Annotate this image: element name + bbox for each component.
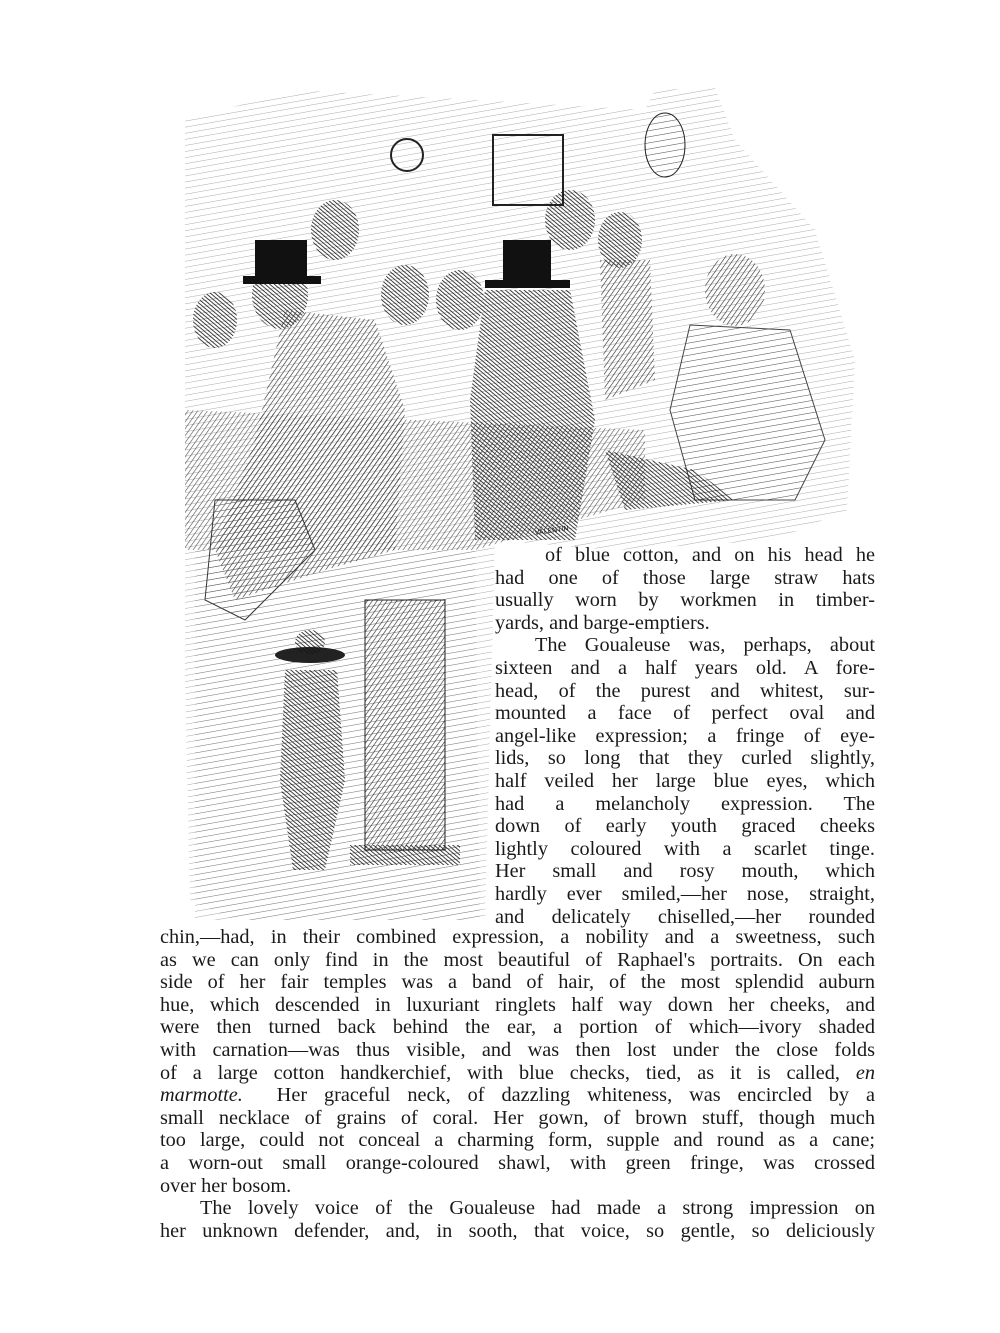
text-line: were then turned back behind the ear, a portion of which—ivory shaded — [160, 1016, 875, 1039]
text-line: angel-like expression; a fringe of eye- — [495, 724, 875, 747]
text-line: lids, so long that they curled slightly, — [495, 747, 875, 770]
text-line: as we can only find in the most beautiful of Raphael's portraits. On each — [160, 948, 875, 971]
text-line: her unknown defender, and, in sooth, that voice, so gentle, so deliciously — [160, 1219, 875, 1242]
text-line: had one of those large straw hats — [495, 566, 875, 589]
text-line: mounted a face of perfect oval and — [495, 702, 875, 725]
text-line: with carnation—was thus visible, and was then lost under the close folds — [160, 1038, 875, 1061]
text-segment: of a large cotton handkerchief, with blue checks, tied, as it is called, — [160, 1061, 840, 1084]
text-line: head, of the purest and whitest, sur- — [495, 679, 875, 702]
italic-text: marmotte. — [160, 1084, 243, 1107]
text-line: half veiled her large blue eyes, which — [495, 769, 875, 792]
text-line: too large, could not conceal a charming form, supple and round as a cane; — [160, 1129, 875, 1152]
text-line: chin,—had, in their combined expression, a nobility and a sweetness, such — [160, 926, 875, 948]
text-line — [160, 1084, 875, 1107]
artist-signature: VALENTIN — [534, 524, 570, 537]
text-line: yards, and barge-emptiers. — [495, 611, 710, 634]
right-column-text — [495, 544, 875, 928]
text-line: The Goualeuse was, perhaps, about — [535, 634, 875, 657]
text-line: lightly coloured with a scarlet tinge. — [495, 837, 875, 860]
text-line: over her bosom. — [160, 1174, 292, 1197]
text-line: had a melancholy expression. The — [495, 792, 875, 815]
text-line: hue, which descended in luxuriant ringlets half way down her cheeks, and — [160, 993, 875, 1016]
text-line: usually worn by workmen in timber- — [495, 589, 875, 612]
text-line: and delicately chiselled,—her rounded — [495, 905, 875, 928]
text-line: sixteen and a half years old. A fore- — [495, 656, 875, 679]
text-line: a worn-out small orange-coloured shawl, with green fringe, was crossed — [160, 1151, 875, 1174]
text-line: The lovely voice of the Goualeuse had made a strong impression on — [200, 1197, 875, 1220]
text-segment: Her graceful neck, of dazzling whiteness, was encircled by a — [276, 1084, 875, 1107]
text-line: of blue cotton, and on his head he — [545, 544, 875, 566]
text-line: hardly ever smiled,—her nose, straight, — [495, 882, 875, 905]
italic-text: en — [855, 1061, 875, 1084]
text-line: Her small and rosy mouth, which — [495, 860, 875, 883]
text-line: small necklace of grains of coral. Her gown, of brown stuff, though much — [160, 1106, 875, 1129]
text-line: down of early youth graced cheeks — [495, 815, 875, 838]
full-width-text — [160, 926, 875, 1242]
text-line: side of her fair temples was a band of hair, of the most splendid auburn — [160, 971, 875, 994]
text-line — [160, 1062, 875, 1085]
